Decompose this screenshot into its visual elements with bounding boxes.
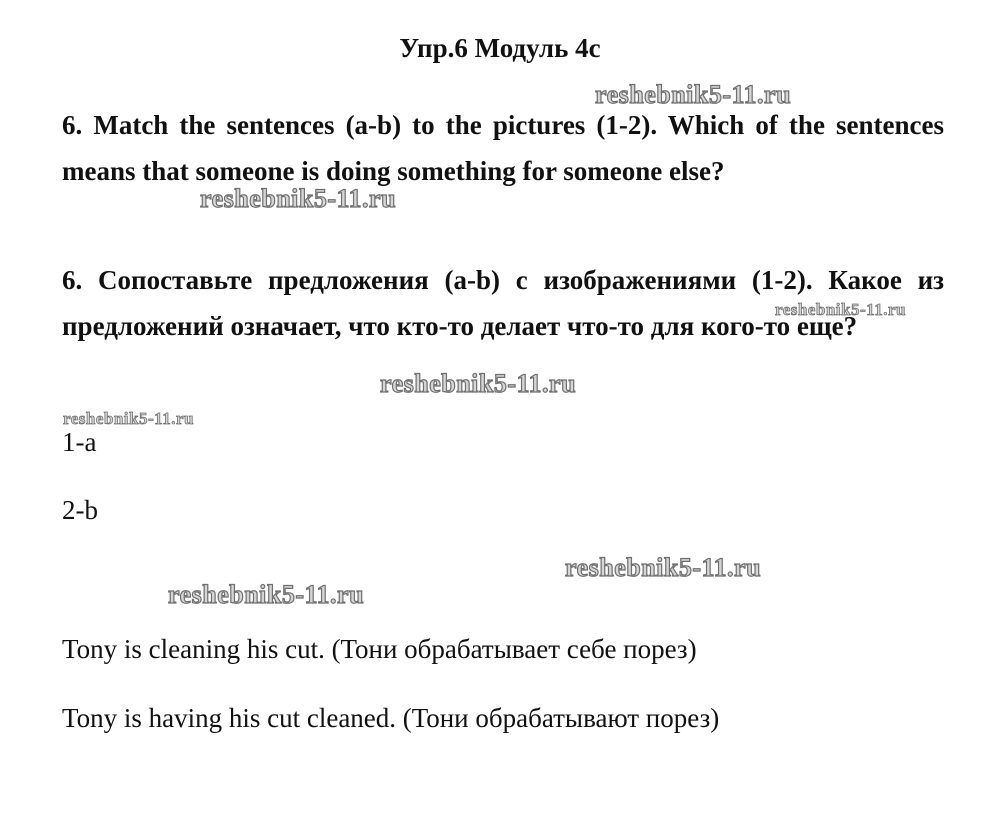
watermark-logo: reshebnik5-11.ru — [380, 369, 577, 398]
page-title: Упр.6 Модуль 4с — [399, 33, 601, 63]
watermark-logo: reshebnik5-11.ru — [565, 553, 762, 582]
task-text-russian: 6. Сопоставьте предложения (a-b) с изображениями (1-2). Какое из предложений означает, что кто-то делает что-то для кого-то еще? — [62, 265, 944, 341]
answer-pair-2: 2-b — [62, 495, 98, 525]
answer-sentence-b: Tony is having his cut cleaned. (Тони обрабатывают порез) — [62, 703, 720, 733]
answer-pair-1: 1-a — [62, 427, 97, 457]
task-text-english: 6. Match the sentences (a-b) to the pictures (1-2). Which of the sentences means that someone is doing something for someone else? — [62, 110, 944, 186]
watermark-logo: reshebnik5-11.ru — [595, 80, 792, 109]
watermark-logo: reshebnik5-11.ru — [200, 184, 397, 213]
answer-sentence-a: Tony is cleaning his cut. (Тони обрабатывает себе порез) — [62, 634, 697, 664]
watermark-logo: reshebnik5-11.ru — [63, 409, 194, 428]
watermark-logo: reshebnik5-11.ru — [168, 580, 365, 609]
watermark-logo: reshebnik5-11.ru — [775, 300, 906, 319]
